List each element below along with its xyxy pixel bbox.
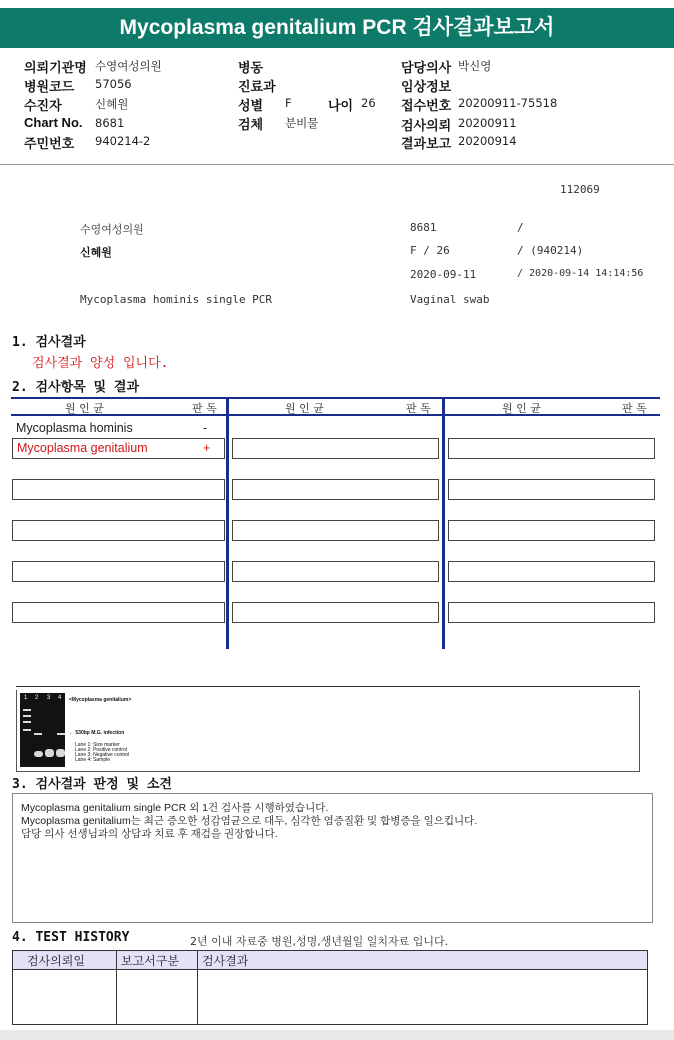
gel-band	[23, 715, 31, 717]
section1-result: 검사결과 양성 입니다.	[32, 356, 169, 371]
header-separator	[0, 164, 674, 165]
result-box	[12, 520, 225, 541]
gel-legend-1: Lane 1: Size marker	[75, 742, 120, 748]
hdr-label-patient: 수진자	[24, 98, 62, 113]
summary-request-date: 2020-09-11	[410, 268, 477, 281]
history-cell	[13, 970, 117, 1025]
gel-title: <Mycoplasma genitalium>	[69, 697, 132, 703]
table-header-line	[11, 414, 660, 416]
hdr-value-age: 26	[361, 96, 376, 110]
section4-title: 4. TEST HISTORY	[12, 930, 130, 945]
hdr-value-doctor: 박신영	[458, 59, 492, 73]
opinion-box	[12, 793, 653, 923]
col-head-pathogen-3: 원 인 균	[502, 402, 541, 415]
opinion-line-2: Mycoplasma genitalium는 최근 증오한 성감염균으로 대두, 심각한 염증질환 및 합병증을 일으킵니다.	[21, 815, 478, 827]
summary-sex-age: F / 26	[410, 244, 450, 257]
result-box	[448, 602, 655, 623]
gel-band	[57, 733, 65, 735]
row-name-genitalium: Mycoplasma genitalium	[17, 441, 148, 455]
gel-lane-1: 1	[24, 695, 28, 701]
result-box	[232, 520, 439, 541]
hdr-label-clinical-info: 임상정보	[401, 79, 452, 94]
summary-report-datetime: / 2020-09-14 14:14:56	[517, 268, 644, 279]
section2-title: 2. 검사항목 및 결과	[12, 380, 140, 395]
result-box	[448, 520, 655, 541]
hdr-value-specimen: 분비물	[285, 116, 319, 130]
opinion-line-1: Mycoplasma genitalium single PCR 외 1건 검사를 시행하였습니다.	[21, 802, 329, 814]
result-box	[232, 438, 439, 459]
report-title: Mycoplasma genitalium PCR 검사결과보고서	[0, 8, 674, 48]
gel-band-label: ← 530bp M.G. infection	[69, 730, 125, 736]
hdr-value-hospital-code: 57056	[95, 77, 132, 91]
page-bottom-edge	[0, 1030, 674, 1040]
result-box	[448, 438, 655, 459]
result-box	[12, 561, 225, 582]
result-box	[448, 561, 655, 582]
col-head-judge-2: 판 독	[406, 402, 431, 415]
gel-lane-3: 3	[47, 695, 51, 701]
result-box	[232, 602, 439, 623]
opinion-line-3: 담당 의사 선생님과의 상담과 치료 후 재검을 권장합니다.	[21, 828, 278, 840]
history-cell	[198, 970, 648, 1025]
gel-legend-2: Lane 2: Positive control	[75, 747, 127, 753]
row-result-hominis: -	[203, 421, 208, 435]
summary-clinic: 수영여성의원	[80, 223, 144, 236]
gel-lane-4: 4	[58, 695, 62, 701]
gel-band	[23, 721, 31, 723]
summary-chart: 8681	[410, 221, 437, 234]
result-box	[448, 479, 655, 500]
hdr-label-clinic: 의뢰기관명	[24, 60, 87, 75]
hdr-label-hospital-code: 병원코드	[24, 79, 75, 94]
gel-lane-2: 2	[35, 695, 39, 701]
gel-band	[23, 729, 31, 731]
result-box	[12, 602, 225, 623]
table-divider-2	[442, 397, 445, 649]
hdr-label-ward: 병동	[238, 60, 264, 75]
history-col-request-date: 검사의뢰일	[13, 951, 117, 970]
summary-birth: / (940214)	[517, 244, 584, 257]
hdr-label-request-date: 검사의뢰	[401, 118, 452, 133]
hdr-value-sex: F	[285, 96, 292, 110]
summary-slash: /	[517, 221, 524, 234]
table-divider-1	[226, 397, 229, 649]
gel-top-line	[16, 686, 640, 687]
hdr-label-department: 진료과	[238, 79, 276, 94]
gel-legend-4: Lane 4: Sample	[75, 757, 111, 763]
gel-electrophoresis-image	[20, 693, 65, 767]
hdr-label-resident-no: 주민번호	[24, 136, 75, 151]
hdr-label-specimen: 검체	[238, 117, 264, 132]
table-top-line	[11, 397, 660, 399]
gel-band	[23, 709, 31, 711]
hdr-label-sex: 성별	[238, 98, 264, 113]
doc-number: 112069	[560, 183, 600, 196]
gel-legend-3: Lane 3: Negative control	[75, 752, 130, 758]
row-result-genitalium: +	[203, 441, 211, 455]
hdr-label-report-date: 결과보고	[401, 136, 452, 151]
hdr-value-patient: 신혜원	[95, 97, 129, 111]
row-name-hominis: Mycoplasma hominis	[16, 421, 133, 435]
section1-title: 1. 검사결과	[12, 335, 86, 350]
hdr-value-resident-no: 940214-2	[95, 134, 151, 148]
hdr-value-receipt-no: 20200911-75518	[458, 96, 558, 110]
section4-note: 2년 이내 자료중 병원,성명,생년월일 일치자료 입니다.	[190, 935, 449, 948]
history-col-report-type: 보고서구분	[117, 951, 198, 970]
history-col-result: 검사결과	[198, 951, 648, 970]
gel-band	[45, 749, 54, 757]
result-box	[12, 479, 225, 500]
col-head-pathogen-2: 원 인 균	[285, 402, 324, 415]
test-history-table	[12, 950, 648, 1025]
col-head-judge-3: 판 독	[622, 402, 647, 415]
hdr-value-clinic: 수영여성의원	[95, 59, 162, 73]
hdr-label-age: 나이	[328, 98, 354, 113]
hdr-label-receipt-no: 접수번호	[401, 98, 452, 113]
gel-band	[34, 751, 43, 757]
hdr-label-chart: Chart No.	[24, 115, 83, 130]
summary-test-name: Mycoplasma hominis single PCR	[80, 293, 273, 306]
summary-specimen: Vaginal swab	[410, 293, 490, 306]
history-cell	[117, 970, 198, 1025]
summary-patient: 신혜원	[80, 246, 112, 259]
gel-band	[56, 749, 65, 757]
result-box	[232, 561, 439, 582]
hdr-value-chart: 8681	[95, 116, 125, 130]
col-head-pathogen-1: 원 인 균	[65, 402, 104, 415]
hdr-value-request-date: 20200911	[458, 116, 517, 130]
result-box	[232, 479, 439, 500]
gel-band	[34, 733, 42, 735]
hdr-value-report-date: 20200914	[458, 134, 517, 148]
col-head-judge-1: 판 독	[192, 402, 217, 415]
section3-title: 3. 검사결과 판정 및 소견	[12, 777, 172, 792]
hdr-label-doctor: 담당의사	[401, 60, 452, 75]
